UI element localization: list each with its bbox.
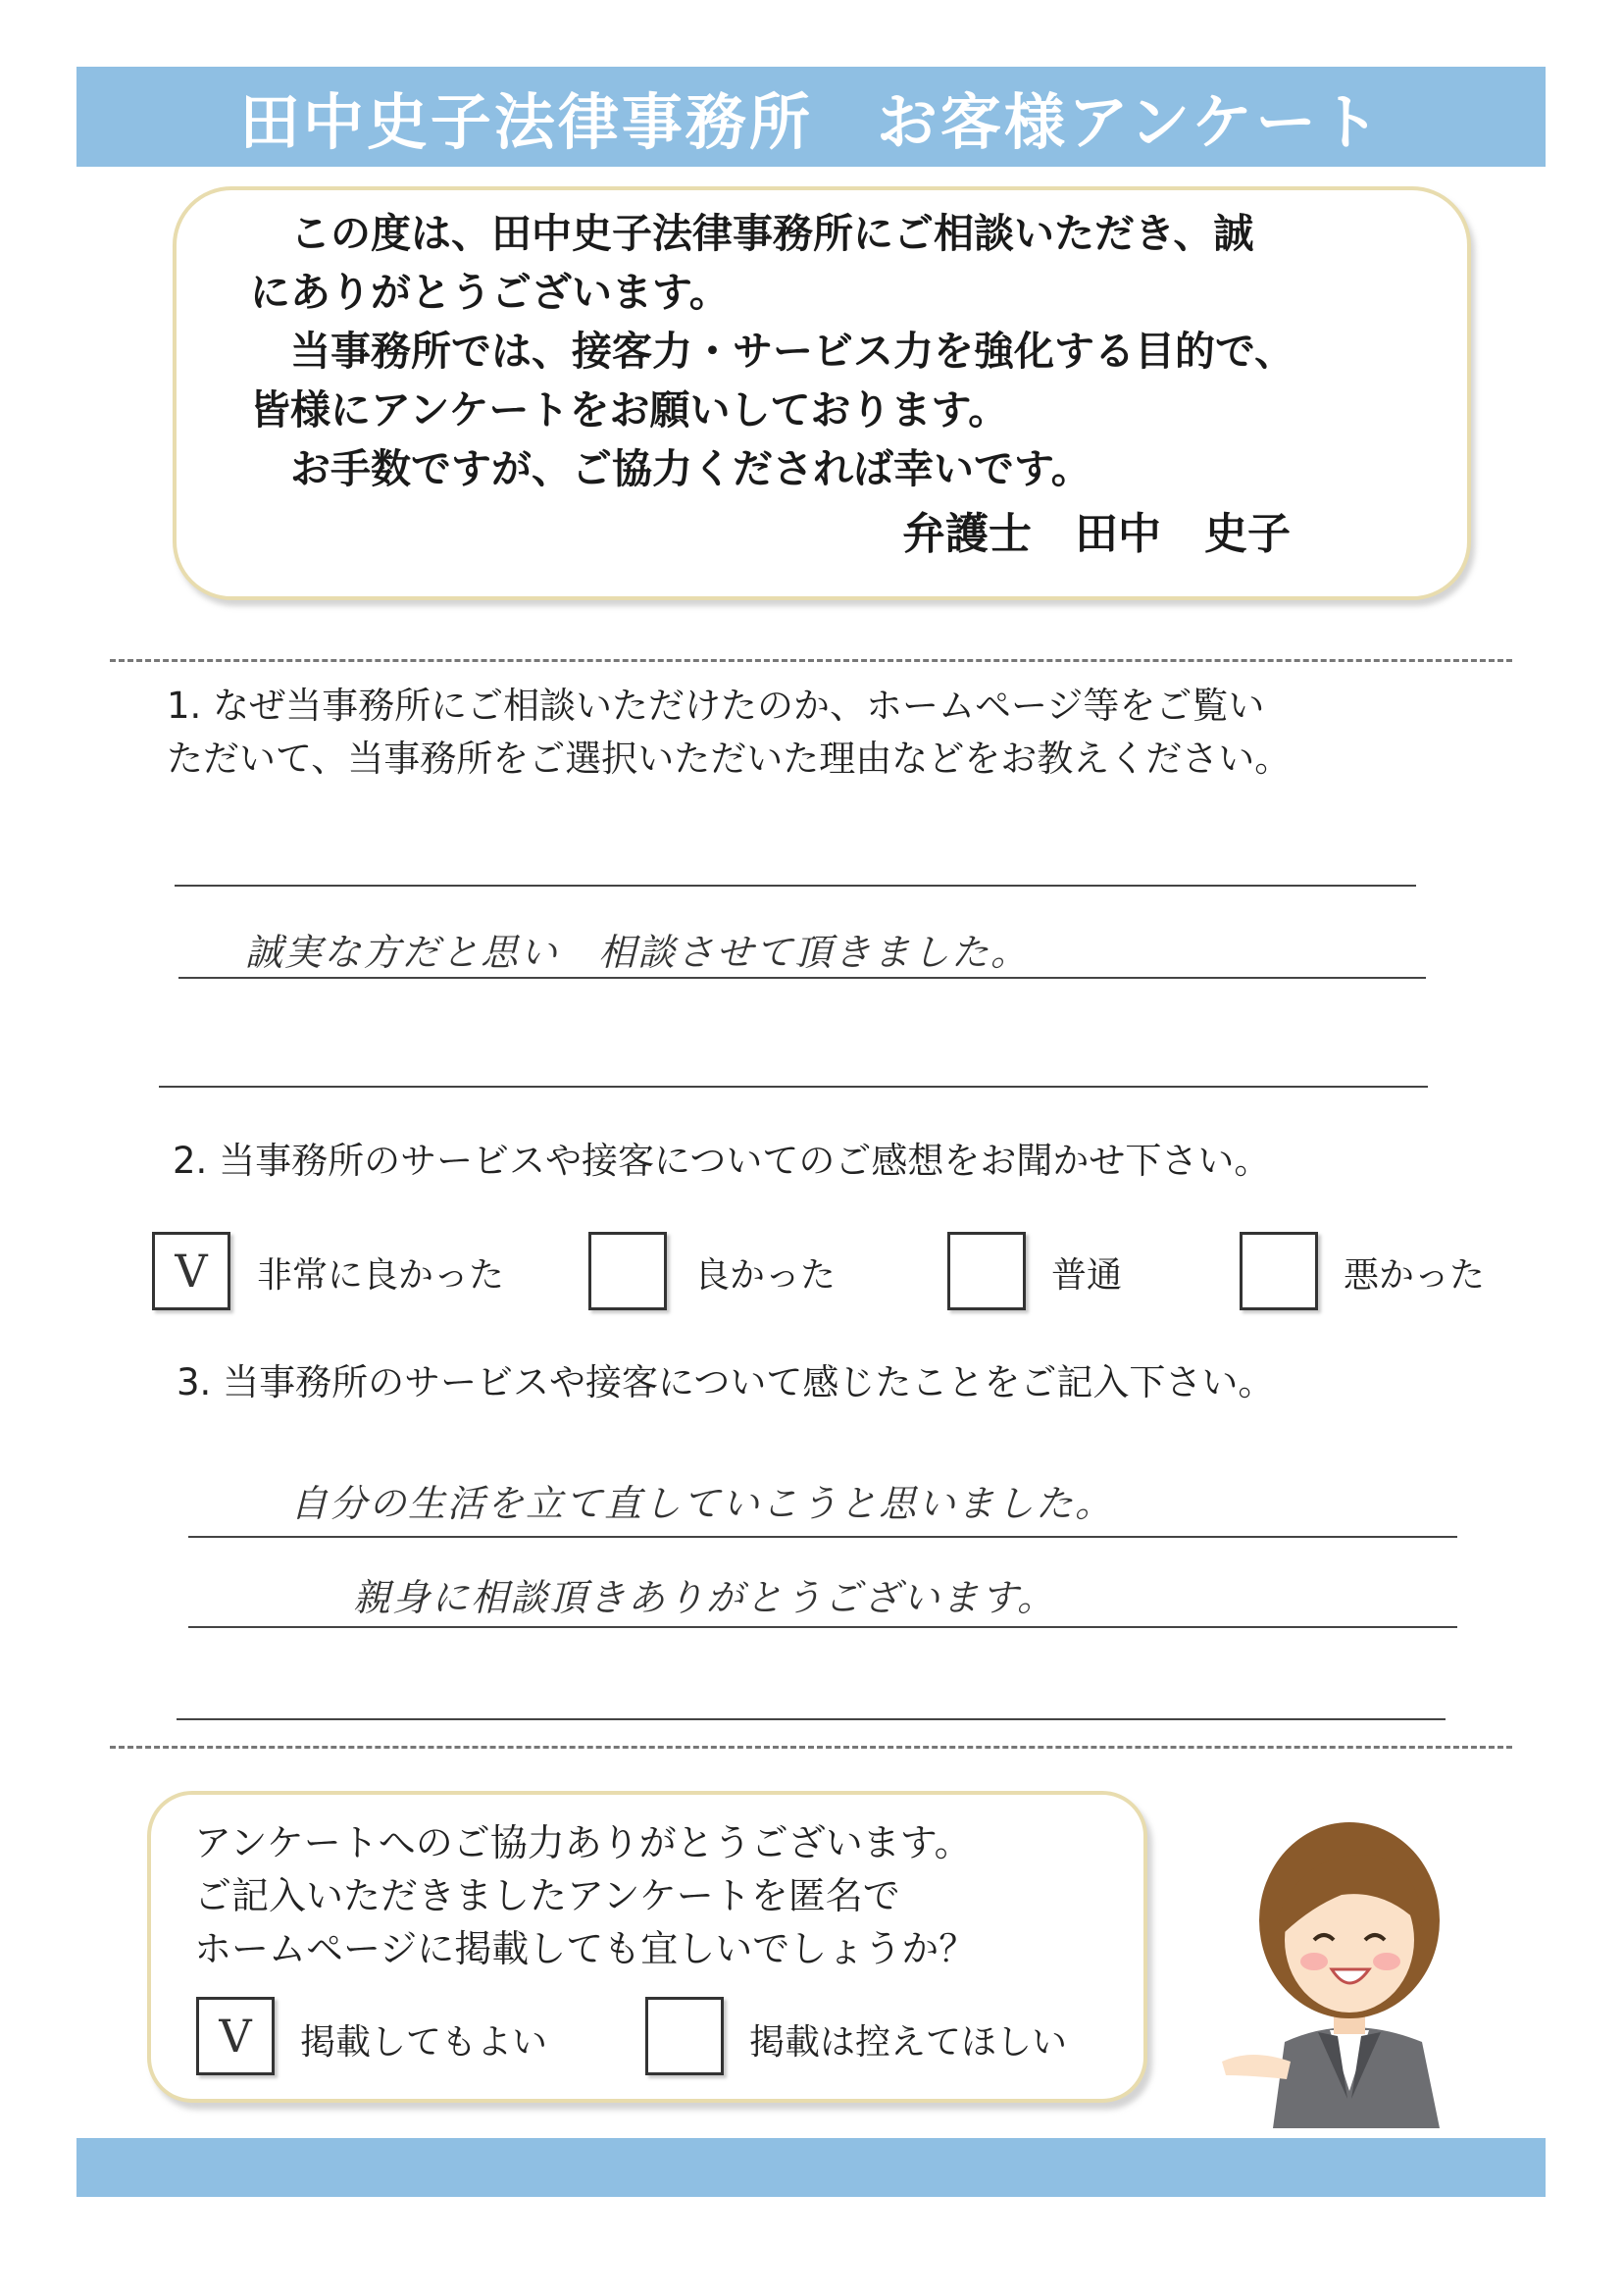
footer-band — [76, 2138, 1546, 2197]
answer-line — [188, 1536, 1457, 1538]
q1-handwritten-answer[interactable]: 誠実な方だと思い 相談させて頂きました。 — [245, 931, 1031, 974]
header-band — [76, 67, 1546, 167]
answer-line — [188, 1626, 1457, 1628]
closing-line: ご記入いただきましたアンケートを匿名で — [194, 1874, 900, 1917]
answer-line — [178, 977, 1426, 979]
q3-handwritten-answer-line2[interactable]: 親身に相談頂きありがとうございます。 — [353, 1576, 1056, 1619]
section-divider — [110, 1746, 1512, 1749]
intro-line: 当事務所では、接客力・サービス力を強化する目的で、 — [250, 328, 1295, 375]
checkbox-bad[interactable] — [1240, 1232, 1318, 1310]
q3-handwritten-answer-line1[interactable]: 自分の生活を立て直していこうと思いました。 — [290, 1482, 1115, 1525]
answer-line — [159, 1086, 1428, 1088]
checkbox-average[interactable] — [947, 1232, 1026, 1310]
answer-line — [175, 885, 1416, 887]
receptionist-illustration — [1212, 1805, 1487, 2128]
label-good: 良かった — [694, 1255, 837, 1296]
closing-message — [194, 1816, 976, 1975]
page-title: 田中史子法律事務所 お客様アンケート — [238, 85, 1384, 158]
q1-text-line2: ただいて、当事務所をご選択いただいた理由などをお教えください。 — [167, 738, 1292, 780]
label-very-good: 非常に良かった — [257, 1255, 505, 1296]
signature: 弁護士 田中 史子 — [902, 509, 1291, 559]
closing-line: ホームページに掲載しても宜しいでしょうか？ — [194, 1927, 977, 1970]
label-publish-ok: 掲載してもよい — [300, 2022, 548, 2063]
label-publish-decline: 掲載は控えてほしい — [749, 2022, 1068, 2063]
intro-line: にありがとうございます。 — [250, 269, 730, 316]
label-bad: 悪かった — [1344, 1255, 1486, 1296]
intro-line: この度は、田中史子法律事務所にご相談いただき、誠 — [250, 210, 1254, 257]
q2-text: 2. 当事務所のサービスや接客についてのご感想をお聞かせ下さい。 — [173, 1140, 1271, 1182]
q1-text-line1: 1. なぜ当事務所にご相談いただけたのか、ホームページ等をご覧い — [167, 685, 1265, 727]
answer-line — [177, 1718, 1446, 1720]
section-divider — [110, 659, 1512, 662]
checkbox-publish-decline[interactable] — [645, 1997, 724, 2075]
q3-text: 3. 当事務所のサービスや接客について感じたことをご記入下さい。 — [177, 1361, 1275, 1403]
checkbox-good[interactable] — [588, 1232, 667, 1310]
intro-message — [250, 204, 1427, 498]
label-average: 普通 — [1051, 1255, 1123, 1296]
closing-line: アンケートへのご協力ありがとうございます。 — [194, 1821, 972, 1864]
checkbox-very-good[interactable]: V — [152, 1232, 230, 1310]
checkbox-publish-ok[interactable]: V — [196, 1997, 275, 2075]
intro-line: 皆様にアンケートをお願いしております。 — [250, 386, 1009, 433]
intro-line: お手数ですが、ご協力くだされば幸いです。 — [250, 445, 1091, 492]
